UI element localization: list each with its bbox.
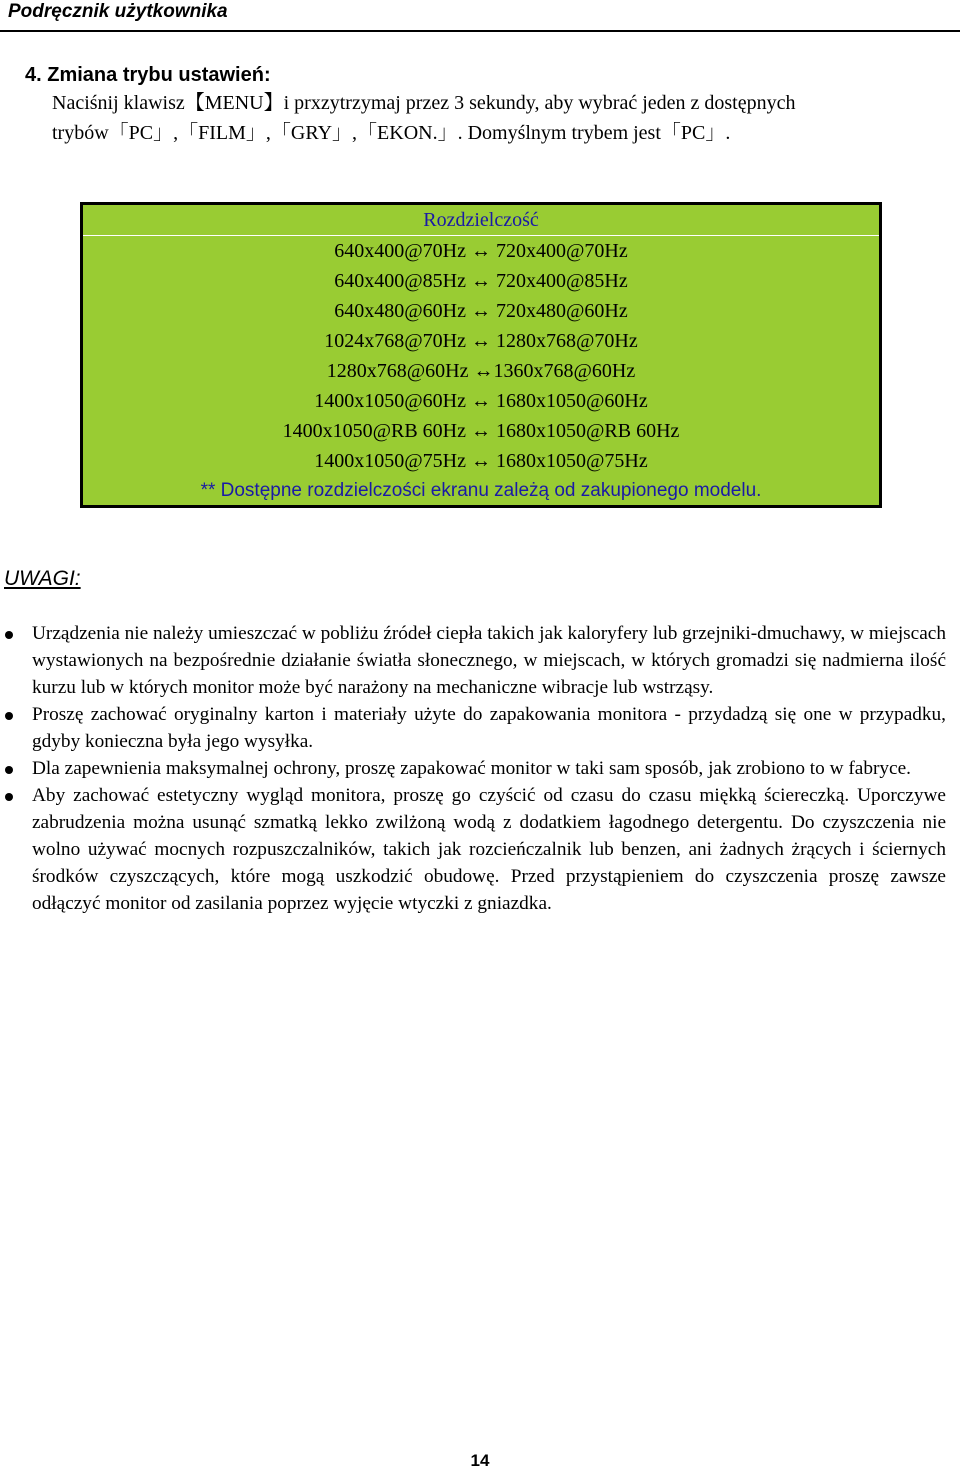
warning-text: Proszę zachować oryginalny karton i materiały użyte do zapakowania monitora - przydadzą się one w przypadku, gdyby konieczna była jego wysyłka. <box>32 704 946 752</box>
list-item <box>0 620 960 701</box>
warning-text: Aby zachować estetyczny wygląd monitora, proszę go czyścić od czasu do czasu miękką ściereczką. Uporczywe zabrudzenia można usunąć szmatką lekko zwilżoną wodą z dodatkiem łagodnego detergentu. Do czyszczenia nie wolno używać mocnych rozpuszczalników, takich jak rozcieńczalnik lub benzen, ani żadnych żrących i ściernych środków czyszczących, które mogą uszkodzić obudowę. Przed przystąpieniem do czyszczenia proszę zawsze odłączyć monitor od zasilania poprzez wyjęcie wtyczki z gniazdka. <box>32 785 946 914</box>
warnings-heading: UWAGI: <box>4 567 81 590</box>
bullet-icon <box>5 793 13 801</box>
resolution-table <box>80 202 882 508</box>
warning-text: Dla zapewnienia maksymalnej ochrony, proszę zapakować monitor w taki sam sposób, jak zrobiono to w fabryce. <box>32 758 911 779</box>
bullet-icon <box>5 631 13 639</box>
resolution-row: 1024x768@70Hz ↔ 1280x768@70Hz <box>324 330 638 352</box>
list-item <box>0 701 960 755</box>
resolution-row: 1280x768@60Hz ↔1360x768@60Hz <box>326 360 636 382</box>
resolution-row: 640x480@60Hz ↔ 720x480@60Hz <box>334 300 628 322</box>
list-item <box>0 755 960 782</box>
resolution-row: 1400x1050@60Hz ↔ 1680x1050@60Hz <box>314 390 648 412</box>
resolution-row: 640x400@85Hz ↔ 720x400@85Hz <box>334 270 628 292</box>
page-header-title: Podręcznik użytkownika <box>8 1 228 22</box>
intro-line: Naciśnij klawisz【MENU】i prxzytrzymaj przez 3 sekundy, aby wybrać jeden z dostępnych <box>52 92 796 114</box>
intro-line: trybów「PC」,「FILM」,「GRY」,「EKON.」. Domyślnym trybem jest「PC」. <box>52 122 731 144</box>
section-intro <box>52 88 952 148</box>
resolution-row: 1400x1050@RB 60Hz ↔ 1680x1050@RB 60Hz <box>282 420 680 442</box>
page-number: 14 <box>470 1451 490 1470</box>
header-divider <box>0 30 960 32</box>
warning-text: Urządzenia nie należy umieszczać w pobliżu źródeł ciepła takich jak kaloryfery lub grzejniki-dmuchawy, w miejscach wystawionych na bezpośrednie działanie światła słonecznego, w miejscach, w których gromadzi się nadmierna ilość kurzu lub w których monitor może być narażony na mechaniczne wibracje lub wstrząsy. <box>32 623 946 698</box>
bullet-icon <box>5 766 13 774</box>
bullet-icon <box>5 712 13 720</box>
list-item <box>0 782 960 917</box>
warnings-list <box>0 620 960 917</box>
resolution-row: 640x400@70Hz ↔ 720x400@70Hz <box>334 240 628 262</box>
resolution-note: ** Dostępne rozdzielczości ekranu zależą od zakupionego modelu. <box>200 480 762 501</box>
resolution-table-header: Rozdzielczość <box>423 209 539 231</box>
resolution-row: 1400x1050@75Hz ↔ 1680x1050@75Hz <box>314 450 648 472</box>
section-heading: 4. Zmiana trybu ustawień: <box>25 64 271 86</box>
